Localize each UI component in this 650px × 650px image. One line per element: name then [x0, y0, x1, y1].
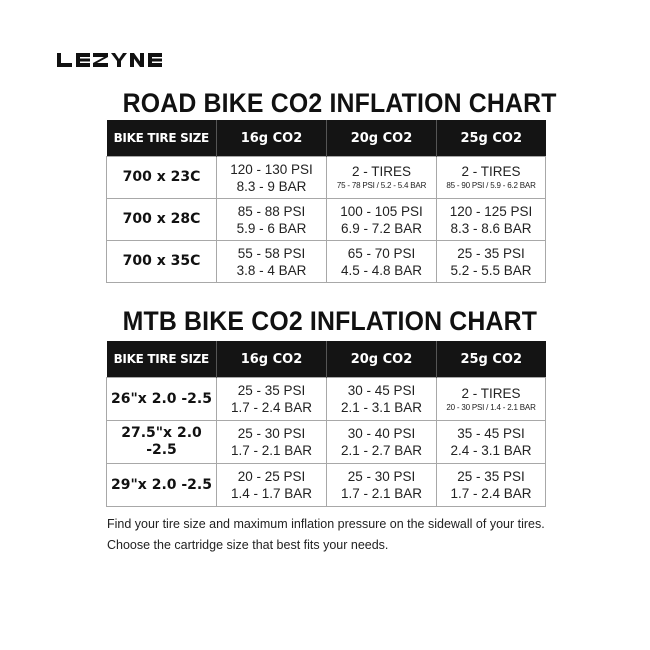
table-row	[107, 241, 546, 283]
pressure-cell: 35 - 45 PSI 2.4 - 3.1 BAR	[437, 421, 546, 464]
pressure-cell: 2 - TIRES 85 - 90 PSI / 5.9 - 6.2 BAR	[437, 157, 546, 199]
tire-size-cell: 26"x 2.0 -2.5	[107, 378, 217, 421]
road-chart-table	[106, 120, 546, 283]
header-tire-size: BIKE TIRE SIZE	[107, 120, 217, 157]
tire-size-cell: 27.5"x 2.0 -2.5	[107, 421, 217, 464]
pressure-cell: 25 - 30 PSI 1.7 - 2.1 BAR	[217, 421, 327, 464]
table-header-row	[107, 341, 546, 378]
road-chart-title: ROAD BIKE CO2 INFLATION CHART	[122, 88, 557, 118]
tire-size-cell: 700 x 28C	[107, 199, 217, 241]
header-25g: 25g CO2	[437, 120, 546, 157]
pressure-cell: 20 - 25 PSI 1.4 - 1.7 BAR	[217, 464, 327, 507]
pressure-cell: 2 - TIRES 75 - 78 PSI / 5.2 - 5.4 BAR	[327, 157, 437, 199]
table-header-row	[107, 120, 546, 157]
table-row	[107, 464, 546, 507]
tire-size-cell: 700 x 23C	[107, 157, 217, 199]
header-tire-size: BIKE TIRE SIZE	[107, 341, 217, 378]
lezyne-logo	[57, 50, 169, 70]
header-20g: 20g CO2	[327, 341, 437, 378]
header-16g: 16g CO2	[217, 120, 327, 157]
pressure-cell: 85 - 88 PSI 5.9 - 6 BAR	[217, 199, 327, 241]
pressure-cell: 65 - 70 PSI 4.5 - 4.8 BAR	[327, 241, 437, 283]
pressure-cell: 30 - 40 PSI 2.1 - 2.7 BAR	[327, 421, 437, 464]
footer-line-2: Choose the cartridge size that best fits your needs.	[107, 538, 389, 552]
mtb-chart-table	[106, 341, 546, 507]
header-20g: 20g CO2	[327, 120, 437, 157]
pressure-cell: 25 - 35 PSI 1.7 - 2.4 BAR	[217, 378, 327, 421]
tire-size-cell: 700 x 35C	[107, 241, 217, 283]
footer-note	[107, 514, 587, 556]
table-row	[107, 157, 546, 199]
pressure-cell: 55 - 58 PSI 3.8 - 4 BAR	[217, 241, 327, 283]
mtb-chart-title: MTB BIKE CO2 INFLATION CHART	[122, 306, 538, 336]
pressure-cell: 120 - 125 PSI 8.3 - 8.6 BAR	[437, 199, 546, 241]
pressure-cell: 25 - 35 PSI 5.2 - 5.5 BAR	[437, 241, 546, 283]
table-row	[107, 421, 546, 464]
header-16g: 16g CO2	[217, 341, 327, 378]
footer-line-1: Find your tire size and maximum inflation pressure on the sidewall of your tires.	[107, 517, 545, 531]
table-row	[107, 378, 546, 421]
brand-text: LEZYNE	[57, 69, 61, 70]
pressure-cell: 25 - 35 PSI 1.7 - 2.4 BAR	[437, 464, 546, 507]
tire-size-cell: 29"x 2.0 -2.5	[107, 464, 217, 507]
pressure-cell: 30 - 45 PSI 2.1 - 3.1 BAR	[327, 378, 437, 421]
header-25g: 25g CO2	[437, 341, 546, 378]
pressure-cell: 25 - 30 PSI 1.7 - 2.1 BAR	[327, 464, 437, 507]
pressure-cell: 120 - 130 PSI 8.3 - 9 BAR	[217, 157, 327, 199]
pressure-cell: 100 - 105 PSI 6.9 - 7.2 BAR	[327, 199, 437, 241]
pressure-cell: 2 - TIRES 20 - 30 PSI / 1.4 - 2.1 BAR	[437, 378, 546, 421]
table-row	[107, 199, 546, 241]
